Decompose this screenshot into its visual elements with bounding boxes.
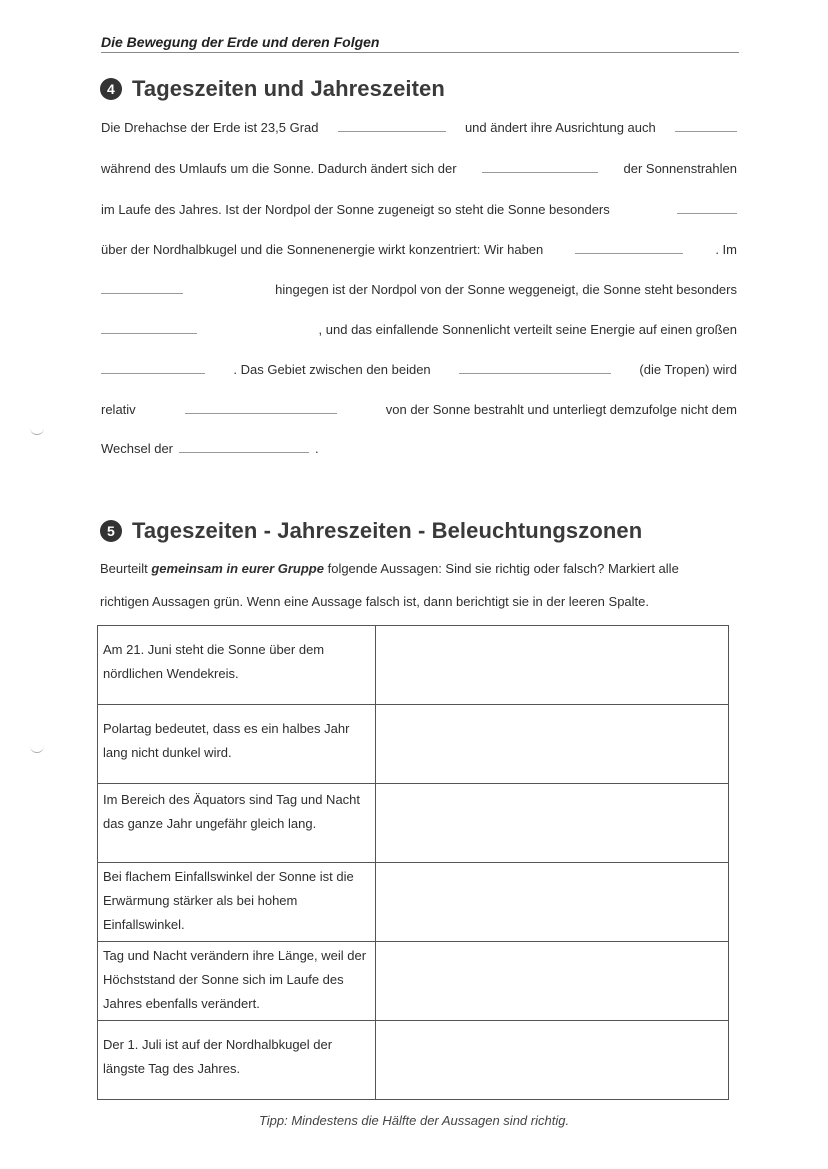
cloze-blank[interactable] [575, 243, 683, 254]
cloze-text: . [315, 441, 319, 456]
cloze-blank[interactable] [338, 121, 446, 132]
cloze-text: hingegen ist der Nordpol von der Sonne weggeneigt, die Sonne steht besonders [275, 282, 737, 297]
cloze-line-6 [101, 322, 737, 337]
cloze-blank[interactable] [101, 283, 183, 294]
page-header: Die Bewegung der Erde und deren Folgen [101, 34, 739, 53]
cloze-line-7 [101, 362, 737, 377]
statement-cell[interactable]: Tag und Nacht verändern ihre Länge, weil der Höchststand der Sonne sich im Laufe des Jahres ebenfalls verändert. [98, 942, 376, 1021]
correction-cell[interactable] [376, 705, 729, 784]
cloze-text: , und das einfallende Sonnenlicht verteilt seine Energie auf einen großen [318, 322, 737, 337]
section-number-badge: 5 [100, 520, 122, 542]
cloze-blank[interactable] [179, 442, 309, 453]
statement-cell[interactable]: Im Bereich des Äquators sind Tag und Nacht das ganze Jahr ungefähr gleich lang. [98, 784, 376, 863]
cloze-blank[interactable] [101, 323, 197, 334]
cloze-blank[interactable] [185, 403, 337, 414]
cloze-line-3 [101, 202, 737, 217]
cloze-blank[interactable] [459, 363, 611, 374]
table-row [98, 1021, 729, 1100]
correction-cell[interactable] [376, 942, 729, 1021]
instruction-text: folgende Aussagen: Sind sie richtig oder falsch? Markiert alle [323, 561, 679, 576]
tip-text: Tipp: Mindestens die Hälfte der Aussagen sind richtig. [258, 1113, 570, 1128]
statement-cell[interactable]: Bei flachem Einfallswinkel der Sonne ist die Erwärmung stärker als bei hohem Einfallswinkel. [98, 863, 376, 942]
cloze-text: . Das Gebiet zwischen den beiden [233, 362, 431, 377]
cloze-blank[interactable] [677, 203, 737, 214]
cloze-text: über der Nordhalbkugel und die Sonnenenergie wirkt konzentriert: Wir haben [101, 242, 544, 257]
cloze-blank[interactable] [675, 121, 737, 132]
cloze-blank[interactable] [482, 162, 598, 173]
instruction-line-2: richtigen Aussagen grün. Wenn eine Aussage falsch ist, dann berichtigt sie in der leeren Spalte. [100, 594, 649, 609]
cloze-text: im Laufe des Jahres. Ist der Nordpol der Sonne zugeneigt so steht die Sonne besonders [101, 202, 610, 217]
cloze-text: (die Tropen) wird [639, 362, 737, 377]
cloze-line-2 [101, 161, 737, 176]
correction-cell[interactable] [376, 1021, 729, 1100]
section-number-badge: 4 [100, 78, 122, 100]
section-title-text: Tageszeiten - Jahreszeiten - Beleuchtungszonen [132, 518, 643, 543]
statement-cell[interactable]: Der 1. Juli ist auf der Nordhalbkugel der längste Tag des Jahres. [98, 1021, 376, 1100]
punch-hole-mark [30, 428, 44, 435]
statements-table [97, 625, 729, 1100]
cloze-text: Die Drehachse der Erde ist 23,5 Grad [101, 120, 319, 135]
cloze-line-8 [101, 402, 737, 417]
instruction-text: Beurteilt [100, 561, 152, 576]
section-5-title [100, 518, 642, 544]
table-row [98, 942, 729, 1021]
cloze-blank[interactable] [101, 363, 205, 374]
cloze-line-1 [101, 120, 737, 135]
section-title-text: Tageszeiten und Jahreszeiten [132, 76, 445, 101]
cloze-text: von der Sonne bestrahlt und unterliegt demzufolge nicht dem [385, 402, 737, 417]
table-row [98, 705, 729, 784]
cloze-line-5 [101, 282, 737, 297]
correction-cell[interactable] [376, 863, 729, 942]
cloze-text: . Im [715, 242, 737, 257]
section-4-title [100, 76, 445, 102]
instruction-line-1 [100, 561, 738, 576]
cloze-text: relativ [101, 402, 136, 417]
statement-cell[interactable]: Polartag bedeutet, dass es ein halbes Jahr lang nicht dunkel wird. [98, 705, 376, 784]
cloze-line-4 [101, 242, 737, 257]
cloze-line-9 [101, 441, 737, 456]
table-row [98, 863, 729, 942]
table-row [98, 626, 729, 705]
correction-cell[interactable] [376, 626, 729, 705]
correction-cell[interactable] [376, 784, 729, 863]
statement-cell[interactable]: Am 21. Juni steht die Sonne über dem nördlichen Wendekreis. [98, 626, 376, 705]
instruction-emphasis: gemeinsam in eurer Gruppe [151, 561, 324, 576]
punch-hole-mark [30, 746, 44, 753]
cloze-text: Wechsel der [101, 441, 174, 456]
cloze-text: während des Umlaufs um die Sonne. Dadurch ändert sich der [101, 161, 457, 176]
cloze-text: der Sonnenstrahlen [623, 161, 737, 176]
table-row [98, 784, 729, 863]
cloze-text: und ändert ihre Ausrichtung auch [464, 120, 656, 135]
